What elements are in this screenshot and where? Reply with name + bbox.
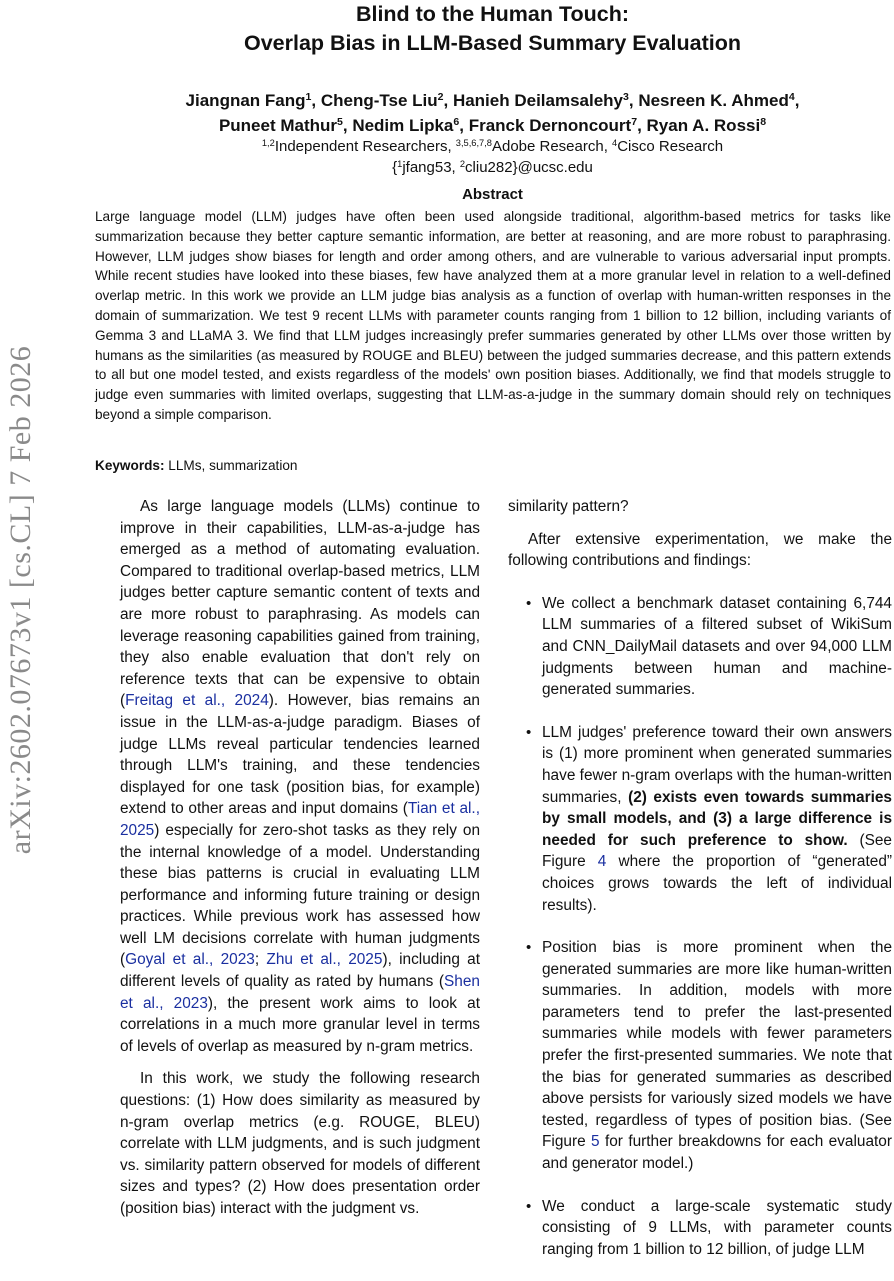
abstract-heading: Abstract xyxy=(462,186,523,203)
right-column xyxy=(508,496,892,1281)
left-column xyxy=(120,496,480,1231)
email-brace: { xyxy=(392,159,398,176)
item-text: LLM judges' preference toward their own answers is (1) more prominent when generated summaries have fewer n-gram overlaps with the human-written summaries, xyxy=(542,723,892,806)
affiliation-line xyxy=(95,136,890,157)
citation-shen[interactable]: Shen et al., 2023 xyxy=(120,973,480,1012)
author-separator: , xyxy=(628,91,639,110)
text-span: ) especially for zero-shot tasks as they rely on the internal knowledge of a model. Understanding these bias patterns is crucial in evaluating LLM performance and informing future training or design practices. While previous work has assessed how well LM decisions correlate with human judgments ( xyxy=(120,821,480,969)
bullet-icon: • xyxy=(526,939,532,957)
bullet-icon: • xyxy=(526,1197,532,1215)
author-list xyxy=(95,88,890,138)
affil-text: Independent Researchers, xyxy=(274,138,456,155)
item-text: Position bias is more prominent when the generated summaries are more like human-written summaries. In addition, models with more parameters tend to prefer the last-presented summaries while models with fewer parameters prefer the first-presented summaries. We note that the bias for generated summaries as described above persists for variously sized models we have tested, regardless of types of position bias. (See Figure xyxy=(542,939,892,1151)
author-separator: , xyxy=(443,91,453,110)
author-name: Jiangnan Fang xyxy=(185,91,306,110)
contributions-intro: After extensive experimentation, we make the following contributions and findings: xyxy=(508,530,892,570)
figure-ref-5[interactable]: 5 xyxy=(591,1133,600,1151)
author-affil-mark: 8 xyxy=(760,116,767,129)
contribution-item xyxy=(508,937,892,1175)
author-affil-mark: 7 xyxy=(631,116,638,129)
affil-text: Cisco Research xyxy=(617,138,724,155)
author-name: Nedim Lipka xyxy=(352,116,454,135)
item-text: (See Figure xyxy=(542,831,892,871)
item-text: We collect a benchmark dataset containing 6,744 LLM summaries of a filtered subset of WikiSum and CNN_DailyMail datasets and over 94,000 LLM judgments between human and machine-generated summaries. xyxy=(542,594,892,699)
contribution-item xyxy=(508,593,892,701)
author-affil-mark: 2 xyxy=(437,91,444,104)
bullet-icon: • xyxy=(526,723,532,741)
affil-mark: 1,2 xyxy=(261,137,275,148)
item-bold-text: (2) exists even towards summaries by small models, and (3) a large difference is needed for such preference to show. xyxy=(542,788,892,849)
abstract-body: Large language model (LLM) judges have often been used alongside traditional, algorithm-based metrics for tasks like summarization because they better capture semantic information, are better at reasoning, and are more robust to paraphrasing. However, LLM judges show biases for length and order among others, and are vulnerable to various adversarial input prompts. While recent studies have looked into these biases, few have analyzed them at a more granular level in relation to a well-defined overlap metric. In this work we provide an LLM judge bias analysis as a function of overlap with human-written responses in the domain of summarization. We test 9 recent LLMs with parameter counts ranging from 1 billion to 12 billion, including variants of Gemma 3 and LLaMA 3. We find that LLM judges increasingly prefer summaries generated by other LLMs over those written by humans as the similarities (as measured by ROUGE and BLEU) between the judged summaries decrease, and this pattern extends to all but one model tested, and exists regardless of the models' own position biases. Additionally, we find that models struggle to judge even summaries with limited overlaps, suggesting that LLM-as-a-judge in the summary domain should rely on techniques beyond a simple comparison. xyxy=(95,209,891,422)
keywords-label: Keywords: xyxy=(95,458,165,473)
affil-mark: 4 xyxy=(612,137,618,148)
author-name: Nesreen K. Ahmed xyxy=(638,91,789,110)
author-affil-mark: 6 xyxy=(453,116,460,129)
bullet-icon: • xyxy=(526,594,532,612)
author-name: Puneet Mathur xyxy=(218,116,337,135)
author-name: Ryan A. Rossi xyxy=(646,116,761,135)
arxiv-sidebar xyxy=(0,290,44,910)
author-name: Cheng-Tse Liu xyxy=(320,91,438,110)
intro-paragraph-1 xyxy=(120,496,480,1057)
text-span: ; xyxy=(254,951,267,969)
affil-text: Adobe Research, xyxy=(491,138,613,155)
author-name: Franck Dernoncourt xyxy=(468,116,632,135)
contribution-item xyxy=(508,722,892,916)
text-span: ), including at different levels of quality as rated by humans ( xyxy=(120,951,481,991)
item-text: for further breakdowns for each evaluator and generator model.) xyxy=(542,1133,892,1173)
citation-freitag[interactable]: Freitag et al., 2024 xyxy=(125,692,269,710)
keywords-value: LLMs, summarization xyxy=(164,458,298,473)
author-affil-mark: 1 xyxy=(305,91,312,104)
paper-title xyxy=(95,0,890,58)
figure-ref-4[interactable]: 4 xyxy=(597,853,607,871)
author-separator: , xyxy=(794,91,800,110)
contributions-list xyxy=(508,593,892,1261)
author-affil-mark: 5 xyxy=(337,116,343,129)
email-mark: 2 xyxy=(459,158,466,169)
author-separator: , xyxy=(342,116,353,135)
text-span: ). However, bias remains an issue in the LLM-as-a-judge paradigm. Biases of judge LLMs reveal particular tendencies learned through LLM's training, and these tendencies displayed for one task (position bias, for example) extend to other areas and input domains ( xyxy=(120,692,480,818)
author-name: Hanieh Deilamsalehy xyxy=(452,91,624,110)
text-span: As large language models (LLMs) continue to improve in their capabilities, LLM-as-a-judge has emerged as a method of automating evaluation. Compared to traditional overlap-based metrics, LLM judges better capture semantic content of texts and are more robust to paraphrasing. As models can leverage reasoning capabilities gained from training, they also enable evaluation that don't rely on reference texts that can be expensive to obtain ( xyxy=(120,498,480,710)
author-affil-mark: 3 xyxy=(623,91,629,104)
author-separator: , xyxy=(637,116,647,135)
item-text: where the proportion of “generated” choices grows towards the left of individual results). xyxy=(542,853,892,914)
title-line-2: Overlap Bias in LLM-Based Summary Evaluation xyxy=(243,31,742,55)
title-line-1: Blind to the Human Touch: xyxy=(355,2,630,26)
affil-mark: 3,5,6,7,8 xyxy=(455,137,492,148)
author-affil-mark: 4 xyxy=(788,91,795,104)
affiliations xyxy=(95,136,890,178)
author-separator: , xyxy=(459,116,469,135)
continued-text: similarity pattern? xyxy=(508,498,629,515)
author-separator: , xyxy=(311,91,321,110)
email-line xyxy=(95,157,890,178)
arxiv-identifier: arXiv:2602.07673v1 [cs.CL] 7 Feb 2026 xyxy=(4,345,37,855)
intro-paragraph-2: In this work, we study the following research questions: (1) How does similarity as measured by n-gram overlap metrics (e.g. ROUGE, BLEU) correlate with LLM judgments, and is such judgment vs. similarity pattern observed for models of different sizes and types? (2) How does presentation order (position bias) interact with the judgment vs. xyxy=(120,1070,480,1217)
email-text: cliu282}@ucsc.edu xyxy=(465,159,593,176)
text-span: ), the present work aims to look at correlations in a much more granular level in terms of levels of overlap as measured by n-gram metrics. xyxy=(120,994,480,1055)
email-text: jfang53, xyxy=(402,159,460,176)
item-text: We conduct a large-scale systematic study consisting of 9 LLMs, with parameter counts ranging from 1 billion to 12 billion, of judge LLM xyxy=(542,1197,892,1258)
citation-zhu[interactable]: Zhu et al., 2025 xyxy=(266,951,383,969)
contribution-item xyxy=(508,1196,892,1261)
citation-goyal[interactable]: Goyal et al., 2023 xyxy=(125,951,255,969)
keywords xyxy=(95,458,297,473)
email-mark: 1 xyxy=(397,158,403,169)
citation-tian[interactable]: Tian et al., 2025 xyxy=(120,800,480,839)
